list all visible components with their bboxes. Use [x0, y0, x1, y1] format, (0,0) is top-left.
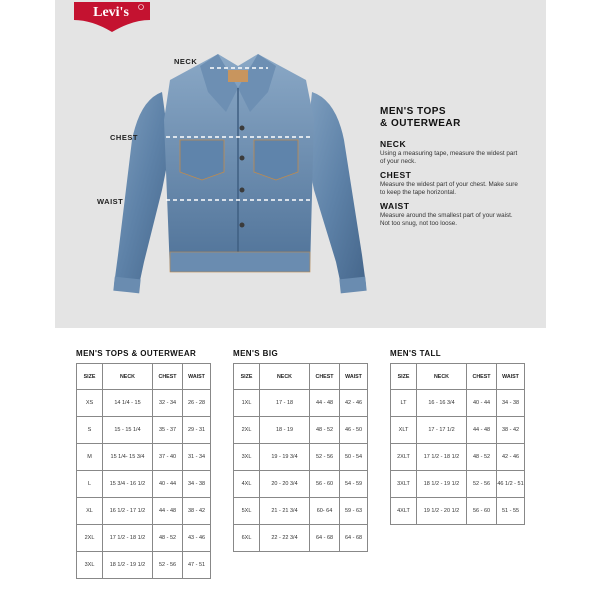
table-cell: XS: [77, 390, 103, 417]
table-cell: 48 - 52: [310, 417, 340, 444]
table-row: [234, 471, 368, 498]
column-header: SIZE: [77, 364, 103, 390]
table-cell: 19 - 19 3/4: [260, 444, 310, 471]
table-row: [234, 525, 368, 552]
table-cell: 37 - 40: [153, 444, 183, 471]
table-cell: 56 - 60: [310, 471, 340, 498]
table-cell: 46 - 50: [340, 417, 368, 444]
column-header: CHEST: [153, 364, 183, 390]
table-cell: 52 - 56: [153, 552, 183, 579]
table-cell: 3XL: [77, 552, 103, 579]
column-header: SIZE: [391, 364, 417, 390]
column-header: CHEST: [467, 364, 497, 390]
table-cell: 34 - 38: [497, 390, 525, 417]
table-row: [234, 417, 368, 444]
table-cell: 42 - 46: [340, 390, 368, 417]
table-row: [234, 444, 368, 471]
svg-text:Levi's: Levi's: [93, 5, 129, 20]
denim-jacket-image: [100, 40, 380, 330]
size-table-big: [233, 363, 368, 552]
table-row: [234, 390, 368, 417]
neck-label: NECK: [174, 57, 198, 66]
table-cell: 17 1/2 - 18 1/2: [103, 525, 153, 552]
table-cell: 16 1/2 - 17 1/2: [103, 498, 153, 525]
table-cell: 2XL: [77, 525, 103, 552]
table-cell: 16 - 16 3/4: [417, 390, 467, 417]
size-table-tops: [76, 363, 211, 579]
column-header: WAIST: [497, 364, 525, 390]
table-header-row: [391, 364, 525, 390]
table-cell: 43 - 46: [183, 525, 211, 552]
table-row: [77, 471, 211, 498]
column-header: NECK: [417, 364, 467, 390]
table-row: [77, 417, 211, 444]
table-row: [391, 498, 525, 525]
table-cell: 18 - 19: [260, 417, 310, 444]
table-cell: 15 3/4 - 16 1/2: [103, 471, 153, 498]
table-row: [77, 552, 211, 579]
table-cell: 1XL: [234, 390, 260, 417]
table-cell: 2XLT: [391, 444, 417, 471]
table-cell: 21 - 21 3/4: [260, 498, 310, 525]
table-row: [391, 390, 525, 417]
table-cell: 47 - 51: [183, 552, 211, 579]
table-cell: 17 1/2 - 18 1/2: [417, 444, 467, 471]
table-cell: 44 - 48: [467, 417, 497, 444]
table-cell: 38 - 42: [497, 417, 525, 444]
table-cell: 64 - 68: [310, 525, 340, 552]
table-cell: 48 - 52: [153, 525, 183, 552]
chest-title: CHEST: [380, 170, 412, 180]
table-cell: 18 1/2 - 19 1/2: [417, 471, 467, 498]
table-cell: 4XL: [234, 471, 260, 498]
table-cell: 17 - 18: [260, 390, 310, 417]
table-cell: 64 - 68: [340, 525, 368, 552]
big-table-title: MEN'S BIG: [233, 349, 279, 358]
table-row: [77, 444, 211, 471]
levis-logo: [74, 2, 150, 32]
waist-title: WAIST: [380, 201, 410, 211]
tops-table-title: MEN'S TOPS & OUTERWEAR: [76, 349, 197, 358]
table-cell: 3XLT: [391, 471, 417, 498]
table-cell: 22 - 22 3/4: [260, 525, 310, 552]
table-cell: 5XL: [234, 498, 260, 525]
table-header-row: [234, 364, 368, 390]
table-cell: S: [77, 417, 103, 444]
table-cell: 15 - 15 1/4: [103, 417, 153, 444]
table-row: [391, 444, 525, 471]
table-cell: 46 1/2 - 51: [497, 471, 525, 498]
table-cell: 42 - 46: [497, 444, 525, 471]
table-cell: 60- 64: [310, 498, 340, 525]
column-header: WAIST: [183, 364, 211, 390]
table-cell: 59 - 63: [340, 498, 368, 525]
chest-label: CHEST: [110, 133, 138, 142]
table-cell: 50 - 54: [340, 444, 368, 471]
guide-heading: [380, 106, 461, 130]
table-cell: 51 - 55: [497, 498, 525, 525]
table-cell: XL: [77, 498, 103, 525]
table-cell: 29 - 31: [183, 417, 211, 444]
table-cell: 38 - 42: [183, 498, 211, 525]
table-cell: M: [77, 444, 103, 471]
table-cell: 54 - 59: [340, 471, 368, 498]
table-cell: 4XLT: [391, 498, 417, 525]
table-cell: 40 - 44: [467, 390, 497, 417]
table-cell: 2XL: [234, 417, 260, 444]
table-cell: 20 - 20 3/4: [260, 471, 310, 498]
table-cell: 3XL: [234, 444, 260, 471]
table-cell: 14 1/4 - 15: [103, 390, 153, 417]
table-cell: L: [77, 471, 103, 498]
neck-title: NECK: [380, 139, 407, 149]
guide-heading-line1: MEN'S TOPS: [380, 106, 447, 117]
neck-description: Using a measuring tape, measure the widest part of your neck.: [380, 150, 518, 165]
table-cell: 31 - 34: [183, 444, 211, 471]
table-row: [77, 390, 211, 417]
column-header: WAIST: [340, 364, 368, 390]
table-row: [234, 498, 368, 525]
table-cell: 34 - 38: [183, 471, 211, 498]
table-cell: 56 - 60: [467, 498, 497, 525]
table-row: [77, 525, 211, 552]
guide-heading-line2: & OUTERWEAR: [380, 118, 461, 129]
table-cell: 19 1/2 - 20 1/2: [417, 498, 467, 525]
size-table-tall: [390, 363, 525, 525]
table-cell: 26 - 28: [183, 390, 211, 417]
table-cell: 44 - 48: [153, 498, 183, 525]
chest-description: Measure the widest part of your chest. Make sure to keep the tape horizontal.: [380, 181, 518, 196]
column-header: SIZE: [234, 364, 260, 390]
table-cell: 15 1/4- 15 3/4: [103, 444, 153, 471]
column-header: NECK: [260, 364, 310, 390]
table-cell: 32 - 34: [153, 390, 183, 417]
table-row: [391, 471, 525, 498]
table-header-row: [77, 364, 211, 390]
table-cell: 40 - 44: [153, 471, 183, 498]
table-cell: 52 - 56: [467, 471, 497, 498]
table-cell: 52 - 56: [310, 444, 340, 471]
waist-description: Measure around the smallest part of your waist. Not too snug, not too loose.: [380, 212, 513, 227]
table-cell: LT: [391, 390, 417, 417]
column-header: NECK: [103, 364, 153, 390]
table-cell: 48 - 52: [467, 444, 497, 471]
tall-table-title: MEN'S TALL: [390, 349, 442, 358]
column-header: CHEST: [310, 364, 340, 390]
table-cell: 17 - 17 1/2: [417, 417, 467, 444]
table-cell: 35 - 37: [153, 417, 183, 444]
table-cell: 18 1/2 - 19 1/2: [103, 552, 153, 579]
table-row: [77, 498, 211, 525]
table-row: [391, 417, 525, 444]
table-cell: XLT: [391, 417, 417, 444]
table-cell: 6XL: [234, 525, 260, 552]
waist-label: WAIST: [97, 197, 124, 206]
table-cell: 44 - 48: [310, 390, 340, 417]
